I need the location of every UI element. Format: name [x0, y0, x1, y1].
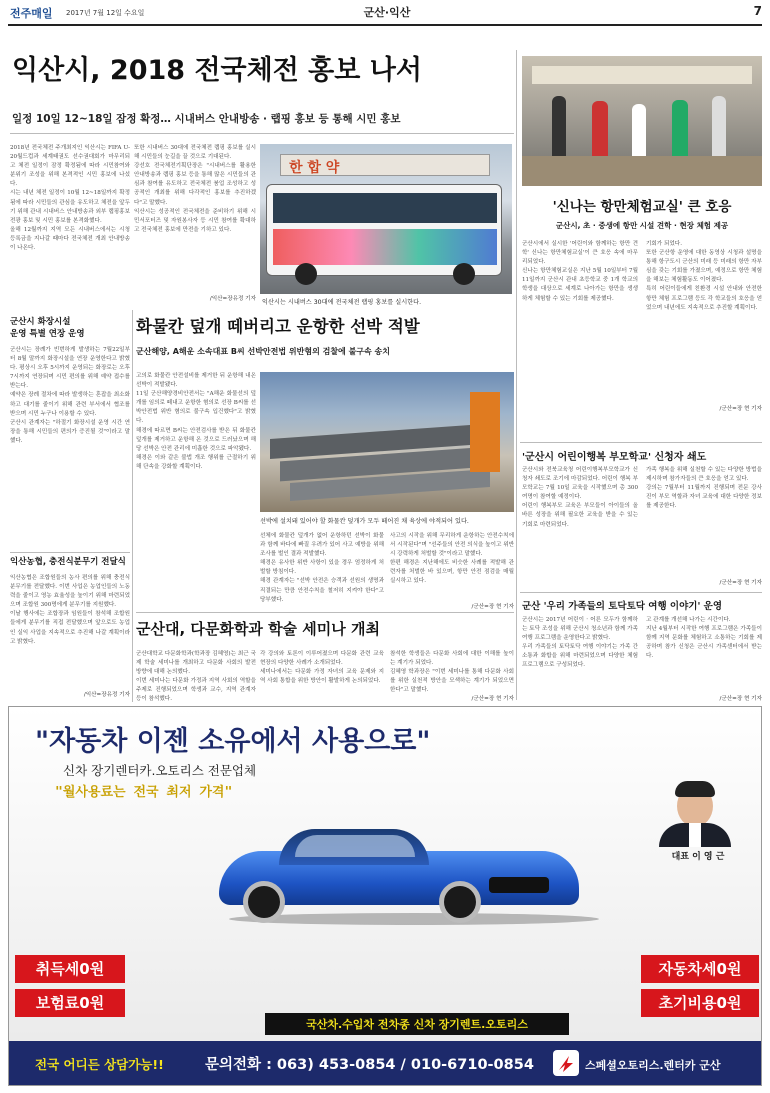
main-article-byline: /익산=장유정 기자: [209, 296, 256, 302]
ad-footer-left: 전국 어디든 상담가능!!: [35, 1057, 164, 1072]
main-subhead: 일정 10일 12~18일 잠정 확정… 시내버스 안내방송 · 랩핑 홍보 등 통해 시민 홍보: [12, 113, 401, 125]
main-headline: 익산시, 2018 전국체전 홍보 나서: [12, 55, 422, 86]
seminar-col2: 각 강의와 토론이 이루어졌으며 다문화 관련 교육 현장의 다양한 사례가 소개되었다. 세미나에서는 다문화 가정 자녀의 교육 문제와 지역 사회 통합을 위한 방안이 활발하게 논의되었다.: [260, 651, 384, 685]
car-image: [209, 817, 599, 927]
port-headline: '신나는 항만체험교실' 큰 호응: [552, 199, 732, 215]
travel-col2: 고 관계를 개선해 나가는 시간이다. 지난 4월부터 시작한 여행 프로그램은 가족들이 함께 지역 문화를 체험하고 소통하는 기회를 제공하며 참가 신청은 군산시 가족센터에서 받는다.: [646, 617, 762, 660]
travel-col1: 군산시는 2017년 어린이 · 어른 모두가 함께하는 토닥 조성을 위해 군산시 청소년과 함께 가족 여행 프로그램을 운영한다고 밝혔다. 우리 가족들의 토닥토닥 여행 이야기는 가족 간 소통과 화합을 위해 마련되었으며 다양한 체험 프로그램으로 구성되었다.: [522, 617, 638, 669]
divider: [136, 612, 514, 613]
divider: [520, 592, 762, 593]
ad-service: 국산차.수입차 전차종 신차 장기렌트.오토리스: [306, 1018, 528, 1031]
bus-photo-caption: 익산시는 시내버스 30대에 전국체전 랩핑 홍보를 실시한다.: [262, 299, 422, 306]
port-subhead: 군산시, 초 · 중생에 항만 시설 견학 · 현장 체험 제공: [555, 221, 729, 230]
badge-initial-cost: 초기비용0원: [641, 989, 759, 1017]
badge-car-tax: 자동차세0원: [641, 955, 759, 983]
seminar-col1: 군산대학교 다문화학과(학과장 김혜영)는 최근 국제 학술 세미나를 개최하고 다문화 사회의 발전 방향에 대해 논의했다. 이번 세미나는 다문화 가정과 지역 사회의 역할을 주제로 진행되었으며 학생과 교수, 지역 관계자 등이 참석했다.: [136, 651, 256, 703]
main-article-col2: 또한 시내버스 30대에 전국체전 랩핑 홍보를 실시해 시민들의 눈길을 끌 것으로 기대된다. 강선호 전국체전기획단장은 "시내버스를 활용한 안내방송과 랩핑 홍보 등을 통해 많은 시민들의 관심과 참여를 유도하고 전국체전 붐업 조성하고 성공적인 개최를 위해 다각적인 홍보를 추진하겠다"고 말했다. 익산시는 성공적인 전국체전을 준비하기 위해 시민서포터즈 및 자원봉사자 등 시민 참여를 확대하고 전국체전 홍보에 만전을 기하고 있다.: [134, 145, 256, 233]
ship-photo-caption: 선박에 설치돼 있어야 할 화물칸 덮개가 모두 떼어진 채 육상에 야적되어 있다.: [260, 518, 469, 525]
parent-school-col1: 군산시와 전북교육청 어린이행복부모학교가 신청자 쇄도로 조기에 마감되었다. 어린이 행복 부모학교는 7월 10일 교육을 시작했으며 총 300여명이 참여할 예정이다. 어린이 행복부모 교육은 부모들이 아이들의 올바른 성장을 위해 필요한 교육을 받을 수 있는 기회로 마련되었다.: [522, 467, 638, 528]
bus-photo: [260, 144, 512, 294]
travel-byline: /군산=장 현 기자: [719, 696, 762, 702]
building-sign: [280, 154, 490, 176]
brief-crematorium-body: 군산시는 장례가 빈번하게 발생하는 7월22일부터 8월 말까지 화장시설을 연장 운영한다고 밝혔다. 평상시 오후 5시까지 운영되는 화장로는 오후 7시까지 연장되며 시민 편의를 위해 예약 접수를 받는다. 예약은 장례 절차에 따라 발생하는 혼잡을 최소화하고 대기를 줄이기 위해 관련 부서에서 협조를 받으며 시민 누구나 이용할 수 있다. 군산시 관계자는 "하절기 화장시설 운영 시간 연장을 통해 시민들의 편의가 증진될 것"이라고 말했다.: [10, 347, 130, 444]
port-byline: /군산=장 현 기자: [719, 406, 762, 412]
travel-headline: 군산 '우리 가족들의 토닥토닥 여행 이야기' 운영: [522, 601, 723, 612]
brief-sprayer-title: 익산농협, 충전식분무기 전달식: [10, 557, 126, 567]
ad-footer: [9, 1041, 762, 1086]
port-col2: 기회가 되었다. 또한 군산항 운영에 대한 동영상 시청과 설명을 통해 항구도시 군산의 미래 등 미래의 항만 자부심을 갖는 기회를 가졌으며, 예정으로 항만 체험을 해보는 체험활동도 이어졌다. 특히 어린이들에게 친환경 시설 안내와 안전한 항만 체험 프로그램 등도 각 학교들의 호응을 얻었으며 내년에도 지속적으로 추진할 계획이다.: [646, 241, 762, 311]
port-col1: 군산시에서 실시한 '어린이와 함께하는 항만 견학' 신나는 항만체험교실'이 큰 호응 속에 마무리되었다. 신나는 항만체험교실은 지난 5월 10일부터 7월 11일까지 군산시 관내 초등학교 중 1개 학교의 학생을 대상으로 세계로 나아가는 항만을 생생하게 체험할 수 있는 기회를 제공했다.: [522, 241, 638, 302]
ad-ceo-name: 대표 이 영 근: [671, 852, 725, 862]
ship-cover-photo: [260, 372, 514, 512]
ship-col1: 고의로 화물칸 안전설비를 제거한 뒤 운항해 내온 선박이 적발됐다. 11일 군산해양경비안전서는 "A해운 화물선의 덮개를 임의로 떼내고 운항한 혐의로 선장 B씨를 선박안전법 위반 혐의로 불구속 입건했다"고 밝혔다. 해경에 따르면 B씨는 안전검사를 받은 뒤 화물칸 덮개를 제거하고 운항해 온 것으로 드러났으며 해당 선박은 안전 관리에 미흡한 것으로 파악됐다. 해경은 이와 같은 불법 개조 행위를 근절하기 위해 단속을 강화할 계획이다.: [136, 373, 256, 470]
ship-byline: /군산=장 현 기자: [471, 604, 514, 610]
parent-school-byline: /군산=장 현 기자: [719, 580, 762, 586]
seminar-headline: 군산대, 다문화학과 학술 세미나 개최: [136, 620, 380, 638]
header-rule: [8, 24, 762, 26]
page-number: 7: [753, 4, 762, 18]
badge-acquisition-tax: 취득세0원: [15, 955, 125, 983]
ship-col2: 선체에 화물칸 덮개가 없어 운항하던 선박이 화물과 함께 바다에 빠질 우려가 있어 사고 예방을 위해 조사를 벌인 결과 적발했다. 해경은 유사한 위반 사항이 있을 경우 엄정하게 처벌할 방침이다. 해경 관계자는 "선박 안전은 승객과 선원의 생명과 직결되는 만큼 안전수칙을 철저히 지켜야 한다"고 당부했다.: [260, 533, 384, 603]
seminar-col3: 참석한 학생들은 다문화 사회에 대한 이해를 높이는 계기가 되었다. 김혜영 학과장은 "이번 세미나를 통해 다문화 사회를 위한 실천적 방안을 모색하는 계기가 되었으면 한다"고 말했다.: [390, 651, 514, 694]
divider: [10, 552, 130, 553]
classroom-photo: [522, 56, 762, 186]
parent-school-col2: 가족 행복을 위해 실천할 수 있는 다양한 방법을 제시하며 참가자들의 큰 호응을 얻고 있다. 강의는 7월부터 11월까지 진행되며 전문 강사진이 부모 역할과 자녀 교육에 대한 다양한 정보를 제공한다.: [646, 467, 762, 510]
building-sign-text: 한 합 약: [289, 160, 340, 176]
divider: [516, 50, 517, 700]
brief-sprayer-byline: /익산=장유정 기자: [83, 692, 130, 698]
paper-name: 전주매일: [10, 7, 53, 20]
bus-body: [266, 184, 502, 276]
company-logo-icon: [553, 1050, 579, 1076]
section-label: 군산·익산: [363, 6, 411, 19]
main-article-col1: 2018년 전국체전 주개최지인 익산시는 FIFA U-20월드컵과 세계태권도 선수권대회가 마무리되고 체전 일정이 잠정 확정됨에 따라 시민참여와 분위기 조성을 위해 본격적인 시민 홍보에 나섰다. 시는 내년 체전 일정이 10월 12~18일까지 확정됨에 따라 시민들의 관심을 유도하고 체전을 앞두기 위해 관내 시내버스 안내방송과 외부 랩핑홍보 전광 홍보 및 시민 홍보를 본격화했다. 올해 12월까지 지역 모든 시내버스에서는 시청 등록금을 지나갈 때마다 전국체전 개최 안내방송이 나온다.: [10, 145, 130, 252]
masthead: [10, 4, 762, 24]
brief-crematorium-title: 군산시 화장시설 운영 특별 연장 운영: [10, 317, 85, 339]
ad-subtitle: 신차 장기렌터카.오토리스 전문업체: [63, 763, 257, 778]
ad-company: 스페셜오토리스.렌터카 군산: [585, 1059, 721, 1072]
divider: [520, 442, 762, 443]
ad-slogan: "자동차 이젠 소유에서 사용으로": [35, 726, 431, 757]
ceo-photo: [655, 781, 735, 847]
ship-col3: 사고의 시작을 위해 무리하게 운항하는 안전수칙에서 시작된다"며 "선주들의 안전 의식을 높이고 위반 시 강력하게 처벌할 것"이라고 말했다. 한편 해경은 지난해에도 비슷한 사례를 적발해 관련자를 처벌한 바 있으며, 항만 안전 점검을 매월 실시하고 있다.: [390, 533, 514, 585]
divider: [132, 310, 133, 702]
issue-date: 2017년 7월 12일 수요일: [66, 9, 145, 17]
ad-phone: 문의전화 : 063) 453-0854 / 010-6710-0854: [205, 1057, 534, 1073]
ship-headline: 화물칸 덮개 떼버리고 운항한 선박 적발: [136, 317, 420, 336]
ad-service-strip: [265, 1013, 569, 1035]
ship-subhead: 군산해양, A해운 소속대표 B씨 선박안전법 위반혐의 검찰에 불구속 송치: [136, 347, 390, 356]
divider: [10, 133, 514, 134]
ad-tagline: "월사용료는 전국 최저 가격": [55, 785, 233, 800]
badge-insurance: 보험료0원: [15, 989, 125, 1017]
seminar-byline: /군산=장 현 기자: [471, 696, 514, 702]
brief-sprayer-body: 익산농협은 조합원들의 농사 편의를 위해 충전식 분무기를 전달했다. 이번 사업은 농업인들의 노동력을 줄이고 영농 효율성을 높이기 위해 마련되었으며 조합원 300명에게 분무기를 지원했다. 이날 행사에는 조합장과 임원들이 참석해 조합원들에게 분무기를 직접 전달했으며 앞으로도 농업인 실익 사업을 지속적으로 추진해 나갈 계획이라고 밝혔다.: [10, 575, 130, 645]
car-rental-ad: [8, 706, 762, 1086]
parent-school-headline: '군산시 어린이행복 부모학교' 신청자 쇄도: [522, 452, 707, 463]
